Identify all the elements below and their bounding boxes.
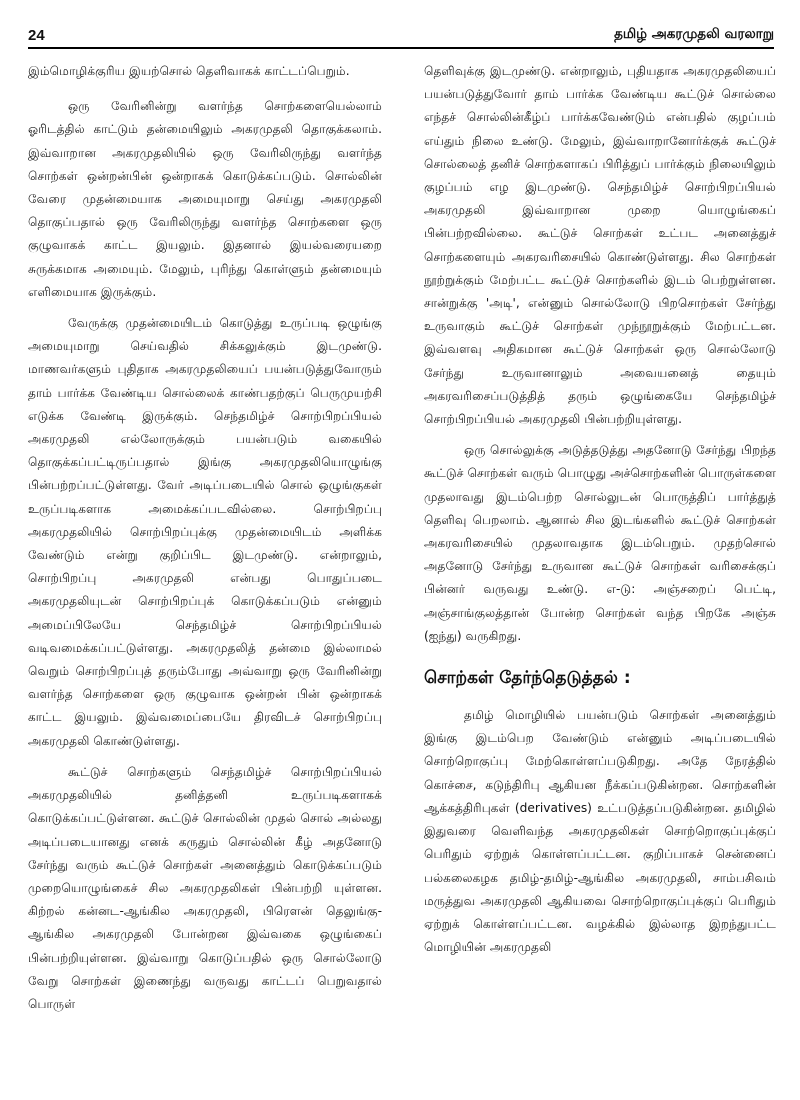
paragraph: தமிழ் மொழியில் பயன்படும் சொற்கள் அனைத்தும் இங்கு இடம்பெற வேண்டும் என்னும் அடிப்படையில் சொற்றொகுப்பு மேற்கொள்ளப்படுகிறது. அதே நேரத்தில் கொச்சை, கடுந்திரிபு ஆகியன நீக்கப்படுகின்றன. சொற்களின் ஆக்கத்திரிபுகள் (derivatives) உட்படுத்தப்படுகின்றன. தமிழில் இதுவரை வெளிவந்த அகரமுதலிகள் சொற்றொகுப்புக்குப் பெரிதும் ஏற்றுக் கொள்ளப்பட்டன. குறிப்பாகச் சென்னைப் பல்கலைகழக தமிழ்-தமிழ்-ஆங்கில அகரமுதலி, சாம்பசிவம் மருத்துவ அகரமுதலி ஆகியவை சொற்றொகுப்புக்குப் பெரிதும் ஏற்றுக் கொள்ளப்பட்டன. வழக்கில் இல்லாத இறந்துபட்ட மொழியின் அகரமுதலி <box>424 708 776 955</box>
left-column <box>28 60 382 1090</box>
right-column <box>424 60 776 1090</box>
section-heading: சொற்கள் தேர்ந்தெடுத்தல் : <box>424 668 631 689</box>
paragraph: தெளிவுக்கு இடமுண்டு. என்றாலும், புதியதாக அகரமுதலியைப் பயன்படுத்துவோர் தாம் பார்க்க வேண்டிய கூட்டுச் சொல்லை எந்தச் சொல்லின்கீழ்ப் பார்க்கவேண்டும் என்பதில் குழப்பம் எய்தும் நிலை உண்டு. மேலும், இவ்வாறானோர்க்குக் கூட்டுச் சொல்லைத் தனிச் சொற்களாகப் பிரித்துப் பார்க்கும் நிலையிலும் குழப்பம் எழ இடமுண்டு. செந்தமிழ்ச் சொற்பிறப்பியல் அகரமுதலி இவ்வாறான முறை யொழுங்கைப் பின்பற்றவில்லை. கூட்டுச் சொற்கள் உட்பட அனைத்துச் சொற்களையும் அகரவரிசையில் கொண்டுள்ளது. சில சொற்கள் நூற்றுக்கும் மேற்பட்ட கூட்டுச் சொற்களில் இடம் பெற்றுள்ளன. சான்றுக்கு 'அடி', என்னும் சொல்லோடு பிறசொற்கள் சேர்ந்து உருவாகும் கூட்டுச் சொற்கள் முந்நூறுக்கும் மேற்பட்டன. இவ்வளவு அதிகமான கூட்டுச் சொற்கள் ஒரு சொல்லோடு சேர்ந்து உருவானாலும் அவையனைத் தையும் அகரவரிசைப்படுத்தித் தரும் ஒழுங்கையே செந்தமிழ்ச் சொற்பிறப்பியல் அகரமுதலி பின்பற்றியுள்ளது. <box>424 64 776 427</box>
paragraph: கூட்டுச் சொற்களும் செந்தமிழ்ச் சொற்பிறப்பியல் அகரமுதலியில் தனித்தனி உருப்படிகளாகக் கொடுக்கப்பட்டுள்ளன. கூட்டுச் சொல்லின் முதல் சொல் அல்லது அடிப்படையானது எனக் கருதும் சொல்லின் கீழ் அதனோடு சேர்ந்து வரும் கூட்டுச் சொற்கள் அனைத்தும் கொடுக்கப்படும் முறையொழுங்கைச் சில அகரமுதலிகள் பின்பற்றி யுள்ளன. கிற்றல் கன்னட-ஆங்கில அகரமுதலி, பிரௌன் தெலுங்கு-ஆங்கில அகரமுதலி போன்றன இவ்வகை ஒழுங்கைப் பின்பற்றியுள்ளன. இவ்வாறு கொடுப்பதில் ஒரு சொல்லோடு வேறு சொற்கள் இணைந்து வருவது காட்டப் பெறுவதால் பொருள் <box>28 764 382 1011</box>
paragraph: வேருக்கு முதன்மையிடம் கொடுத்து உருப்படி ஒழுங்கு அமையுமாறு செய்வதில் சிக்கலுக்கும் இடமுண்டு. மாணவர்களும் புதிதாக அகரமுதலியைப் பயன்படுத்துவோரும் தாம் பார்க்க வேண்டிய சொல்லைக் காண்பதற்குப் பெருமுயற்சி எடுக்க வேண்டி இருக்கும். செந்தமிழ்ச் சொற்பிறப்பியல் அகரமுதலி எல்லோருக்கும் பயன்படும் வகையில் தொகுக்கப்பட்டிருப்பதால் இங்கு அகரமுதலியொழுங்கு பின்பற்றப்பட்டுள்ளது. வேர் அடிப்படையில் சொல் ஒழுங்குகள் உருப்படிகளாக அமைக்கப்படவில்லை. சொற்பிறப்பு அகரமுதலியில் சொற்பிறப்புக்கு முதன்மையிடம் அளிக்க வேண்டும் என்று குறிப்பிட இடமுண்டு. என்றாலும், சொற்பிறப்பு அகரமுதலி என்பது பொதுப்படை அகரமுதலியுடன் சொற்பிறப்புக் கொடுக்கப்படும் என்னும் அமைப்பிலேயே செந்தமிழ்ச் சொற்பிறப்பியல் வடிவமைக்கப்பட்டுள்ளது. அகரமுதலித் தன்மை இல்லாமல் வெறும் சொற்பிறப்புத் தரும்போது அவ்வாறு ஒரு வேரினின்று வளர்ந்த சொற்களை ஒரு குழுவாக ஒன்றன் பின் ஒன்றாகக் காட்ட இயலும். இவ்வமைப்பையே திரவிடச் சொற்பிறப்பு அகரமுதலி கொண்டுள்ளது. <box>28 316 382 748</box>
page-number: 24 <box>28 27 45 44</box>
paragraph: ஒரு வேரினின்று வளர்ந்த சொற்களையெல்லாம் ஓரிடத்தில் காட்டும் தன்மையிலும் அகரமுதலி தொகுக்கலாம். இவ்வாறான அகரமுதலியில் ஒரு வேரிலிருந்து வளர்ந்த சொற்கள் ஒன்றன்பின் ஒன்றாகக் கொடுக்கப்படும். சொல்லின் வேரை முதன்மையாக அமையுமாறு செய்து அகரமுதலி தொகுப்பதால் ஒரு வேரிலிருந்து வளர்ந்த சொற்களை ஒரு குழுவாகக் காட்ட இயலும். இதனால் இயல்வரையறை சுருக்கமாக அமையும். மேலும், புரிந்து கொள்ளும் தன்மையும் எளிமையாக இருக்கும். <box>28 99 382 299</box>
paragraph: ஒரு சொல்லுக்கு அடுத்தடுத்து அதனோடு சேர்ந்து பிறந்த கூட்டுச் சொற்கள் வரும் பொழுது அச்சொற்களின் பொருள்களை முதலாவது இடம்பெற்ற சொல்லுடன் பொருத்திப் பார்த்துத் தெளிவு பெறலாம். ஆனால் சில இடங்களில் கூட்டுச் சொற்கள் அகரவரிசையில் முதலாவதாக இடம்பெறும். முதற்சொல் அதனோடு சேர்ந்து உருவான கூட்டுச் சொற்கள் வரிசைக்குப் பின்னர் வருவது உண்டு. எ-டு: அஞ்சறைப் பெட்டி, அஞ்சாங்குலத்தான் போன்ற சொற்கள் வந்த பிறகே அஞ்சு (ஐந்து) வருகிறது. <box>424 443 776 643</box>
running-title: தமிழ் அகரமுதலி வரலாறு <box>614 26 774 42</box>
paragraph: இம்மொழிக்குரிய இயற்சொல் தெளிவாகக் காட்டப்பெறும். <box>28 64 350 78</box>
page-header <box>28 14 774 49</box>
